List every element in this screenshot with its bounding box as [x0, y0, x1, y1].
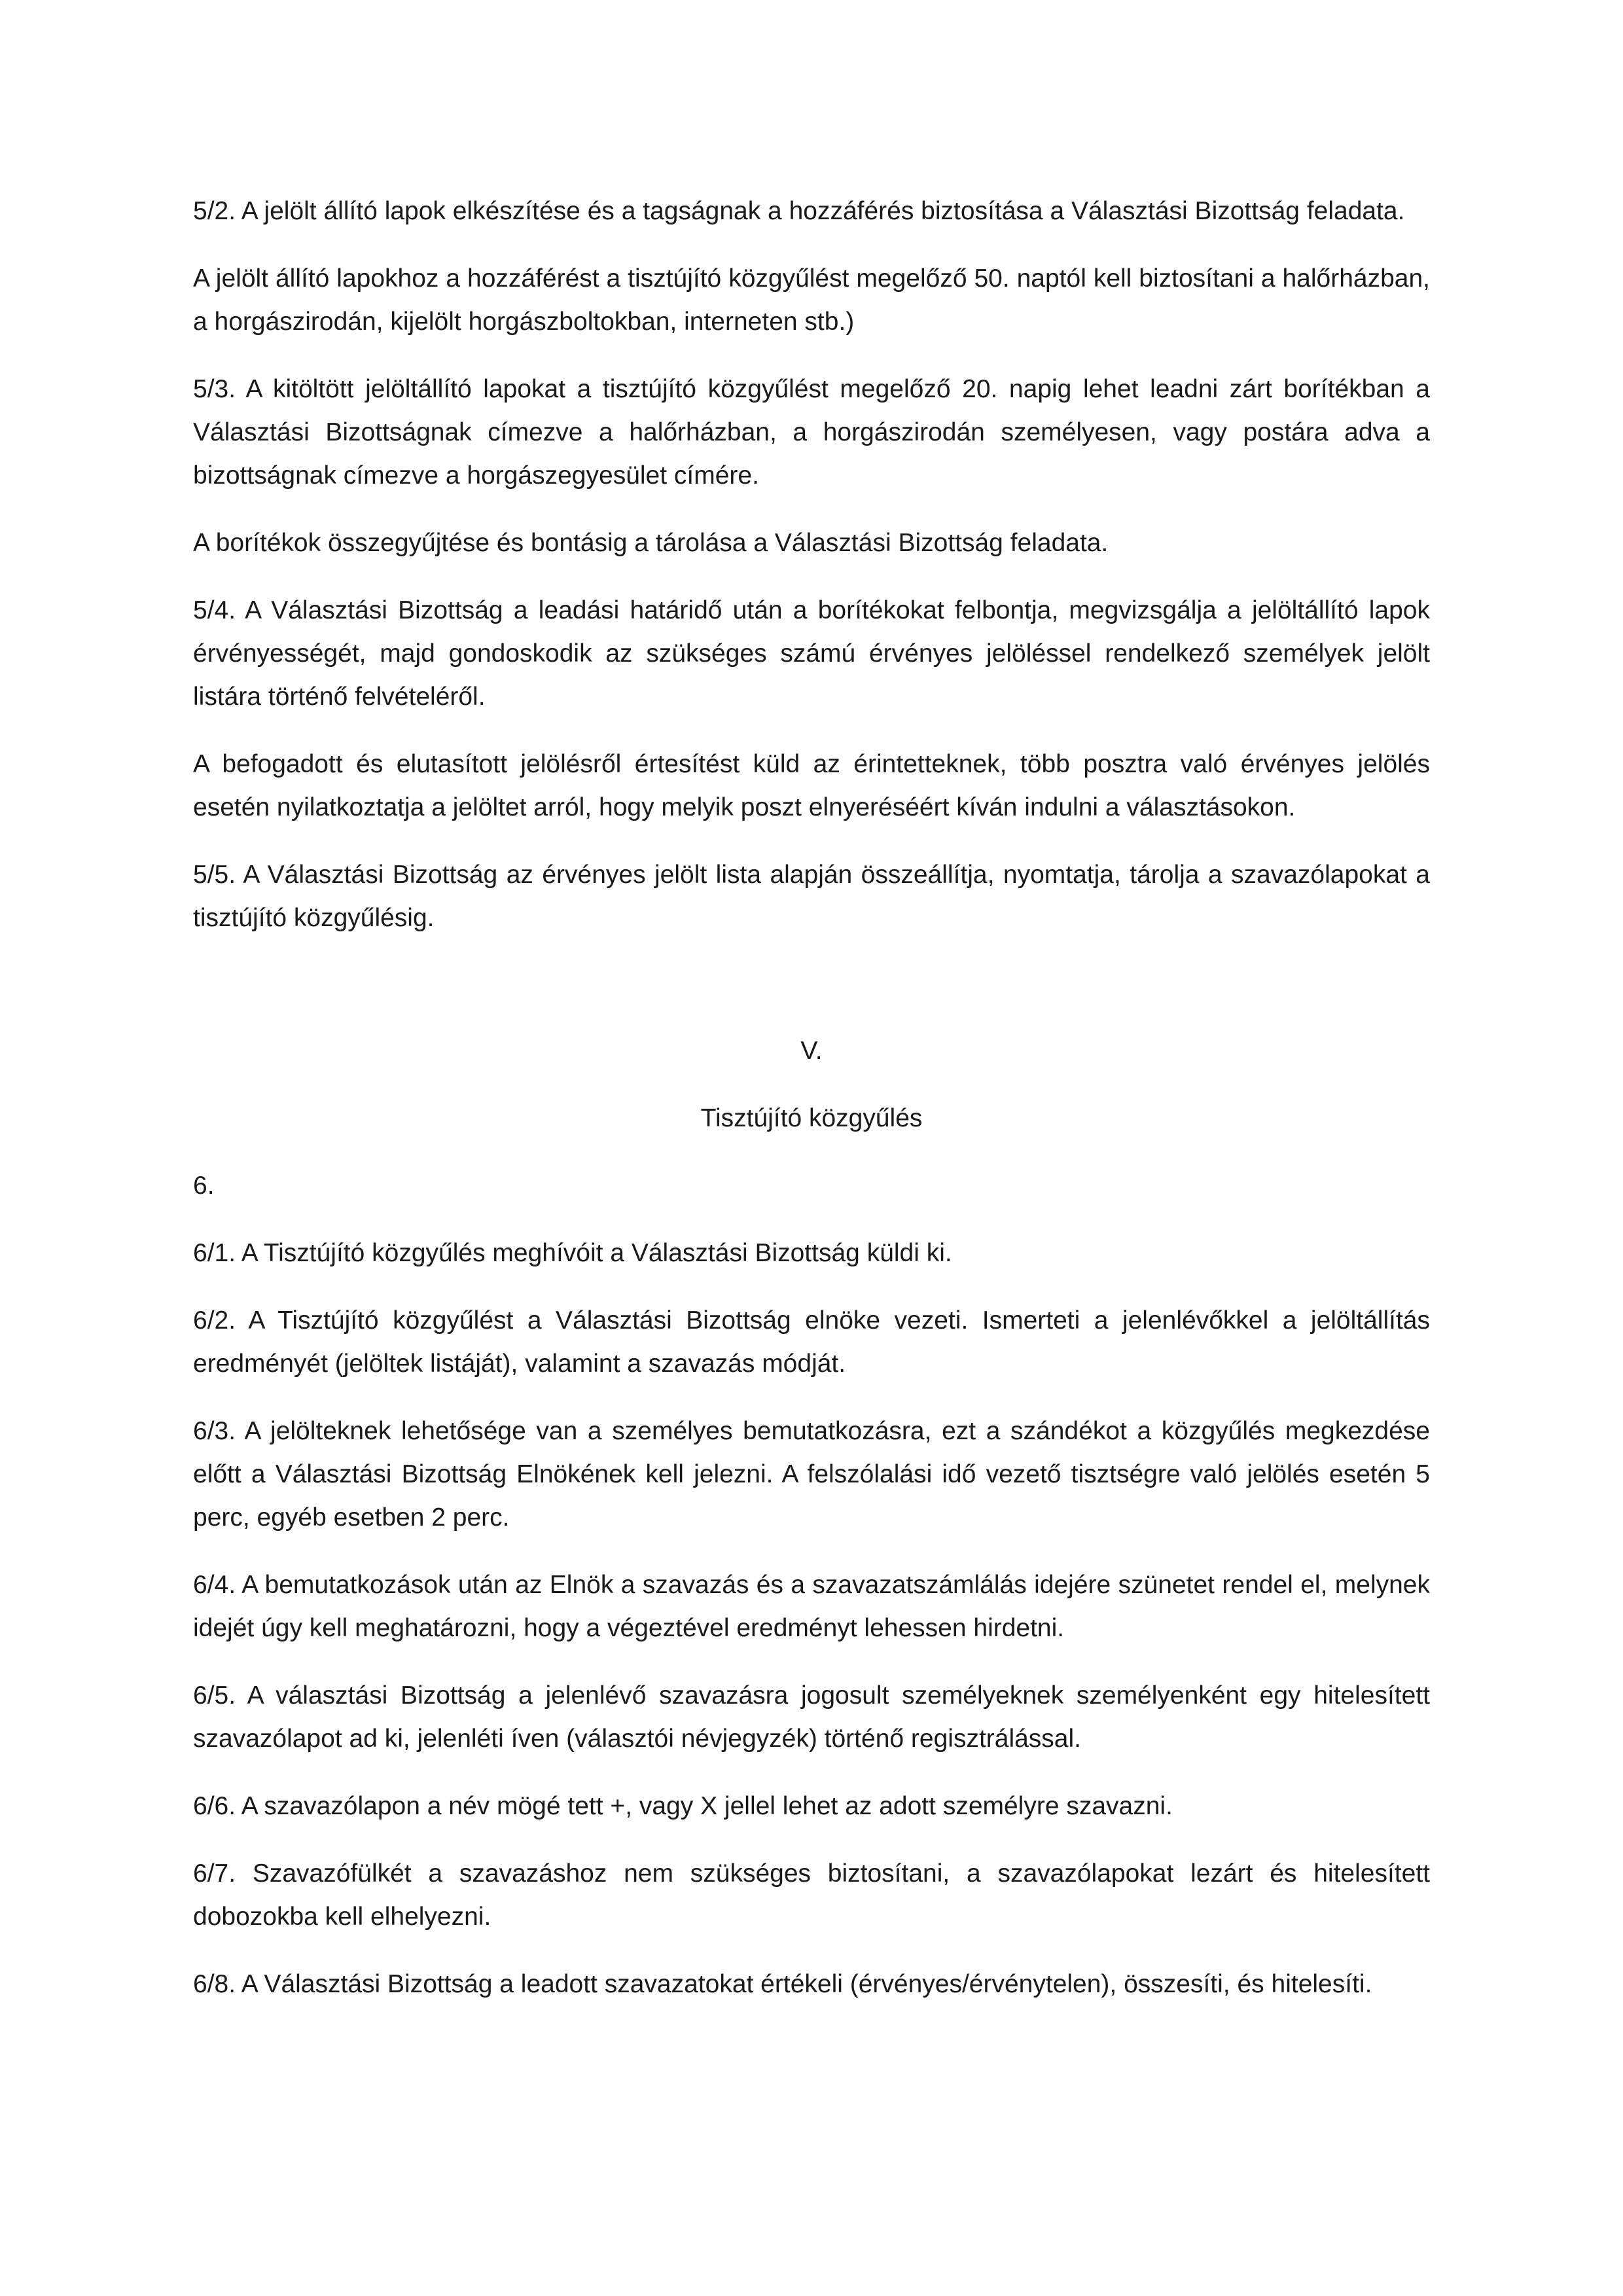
article-number: 6.: [193, 1172, 215, 1200]
paragraph-5-4-notice: A befogadott és elutasított jelölésről értesítést küld az érintetteknek, több posztra való érvényes jelölés esetén nyilatkoztatja a jelöltet arról, hogy melyik poszt elnyeréséért kíván indulni a választásokon.: [193, 750, 1430, 821]
paragraph-6-5: 6/5. A választási Bizottság a jelenlévő szavazásra jogosult személyeknek személyenként egy hitelesített szavazólapot ad ki, jelenléti íven (választói névjegyzék) történő regisztrálással.: [193, 1681, 1430, 1753]
paragraph-5-3: 5/3. A kitöltött jelöltállító lapokat a tisztújító közgyűlést megelőző 20. napig lehet leadni zárt borítékban a Választási Bizottságnak címezve a halőrházban, a horgászirodán személyesen, vagy postára adva a bizottságnak címezve a horgászegyesület címére.: [193, 375, 1430, 490]
paragraph-6-2: 6/2. A Tisztújító közgyűlést a Választási Bizottság elnöke vezeti. Ismerteti a jelenlévőkkel a jelöltállítás eredményét (jelöltek listáját), valamint a szavazás módját.: [193, 1306, 1430, 1378]
paragraph-5-5: 5/5. A Választási Bizottság az érvényes jelölt lista alapján összeállítja, nyomtatja, tárolja a szavazólapokat a tisztújító közgyűlésig.: [193, 861, 1430, 932]
paragraph-5-2-access: A jelölt állító lapokhoz a hozzáférést a tisztújító közgyűlést megelőző 50. naptól kell biztosítani a halőrházban, a horgászirodán, kijelölt horgászboltokban, interneten stb.): [193, 264, 1430, 336]
document-page: [193, 190, 1430, 2006]
paragraph-5-3-envelopes: A borítékok összegyűjtése és bontásig a tárolása a Választási Bizottság feladata.: [193, 529, 1109, 557]
paragraph-6-3: 6/3. A jelölteknek lehetősége van a személyes bemutatkozásra, ezt a szándékot a közgyűlés megkezdése előtt a Választási Bizottság Elnökének kell jelezni. A felszólalási idő vezető tisztségre való jelölés esetén 5 perc, egyéb esetben 2 perc.: [193, 1417, 1430, 1532]
paragraph-6-8: 6/8. A Választási Bizottság a leadott szavazatokat értékeli (érvényes/érvénytelen), összesíti, és hitelesíti.: [193, 1970, 1372, 1998]
paragraph-5-4: 5/4. A Választási Bizottság a leadási határidő után a borítékokat felbontja, megvizsgálja a jelöltállító lapok érvényességét, majd gondoskodik az szükséges számú érvényes jelöléssel rendelkező személyek jelölt listára történő felvételéről.: [193, 596, 1430, 711]
section-number: V.: [800, 1037, 823, 1065]
paragraph-5-2: 5/2. A jelölt állító lapok elkészítése és a tagságnak a hozzáférés biztosítása a Választási Bizottság feladata.: [193, 197, 1405, 225]
paragraph-6-1: 6/1. A Tisztújító közgyűlés meghívóit a Választási Bizottság küldi ki.: [193, 1239, 952, 1267]
section-title: Tisztújító közgyűlés: [700, 1104, 923, 1132]
paragraph-6-6: 6/6. A szavazólapon a név mögé tett +, vagy X jellel lehet az adott személyre szavazni.: [193, 1792, 1173, 1820]
paragraph-6-4: 6/4. A bemutatkozások után az Elnök a szavazás és a szavazatszámlálás idejére szünetet rendel el, melynek idejét úgy kell meghatározni, hogy a végeztével eredményt lehessen hirdetni.: [193, 1571, 1430, 1642]
paragraph-6-7: 6/7. Szavazófülkét a szavazáshoz nem szükséges biztosítani, a szavazólapokat lezárt és hitelesített dobozokba kell elhelyezni.: [193, 1859, 1430, 1931]
section-spacer: [193, 964, 1430, 1030]
